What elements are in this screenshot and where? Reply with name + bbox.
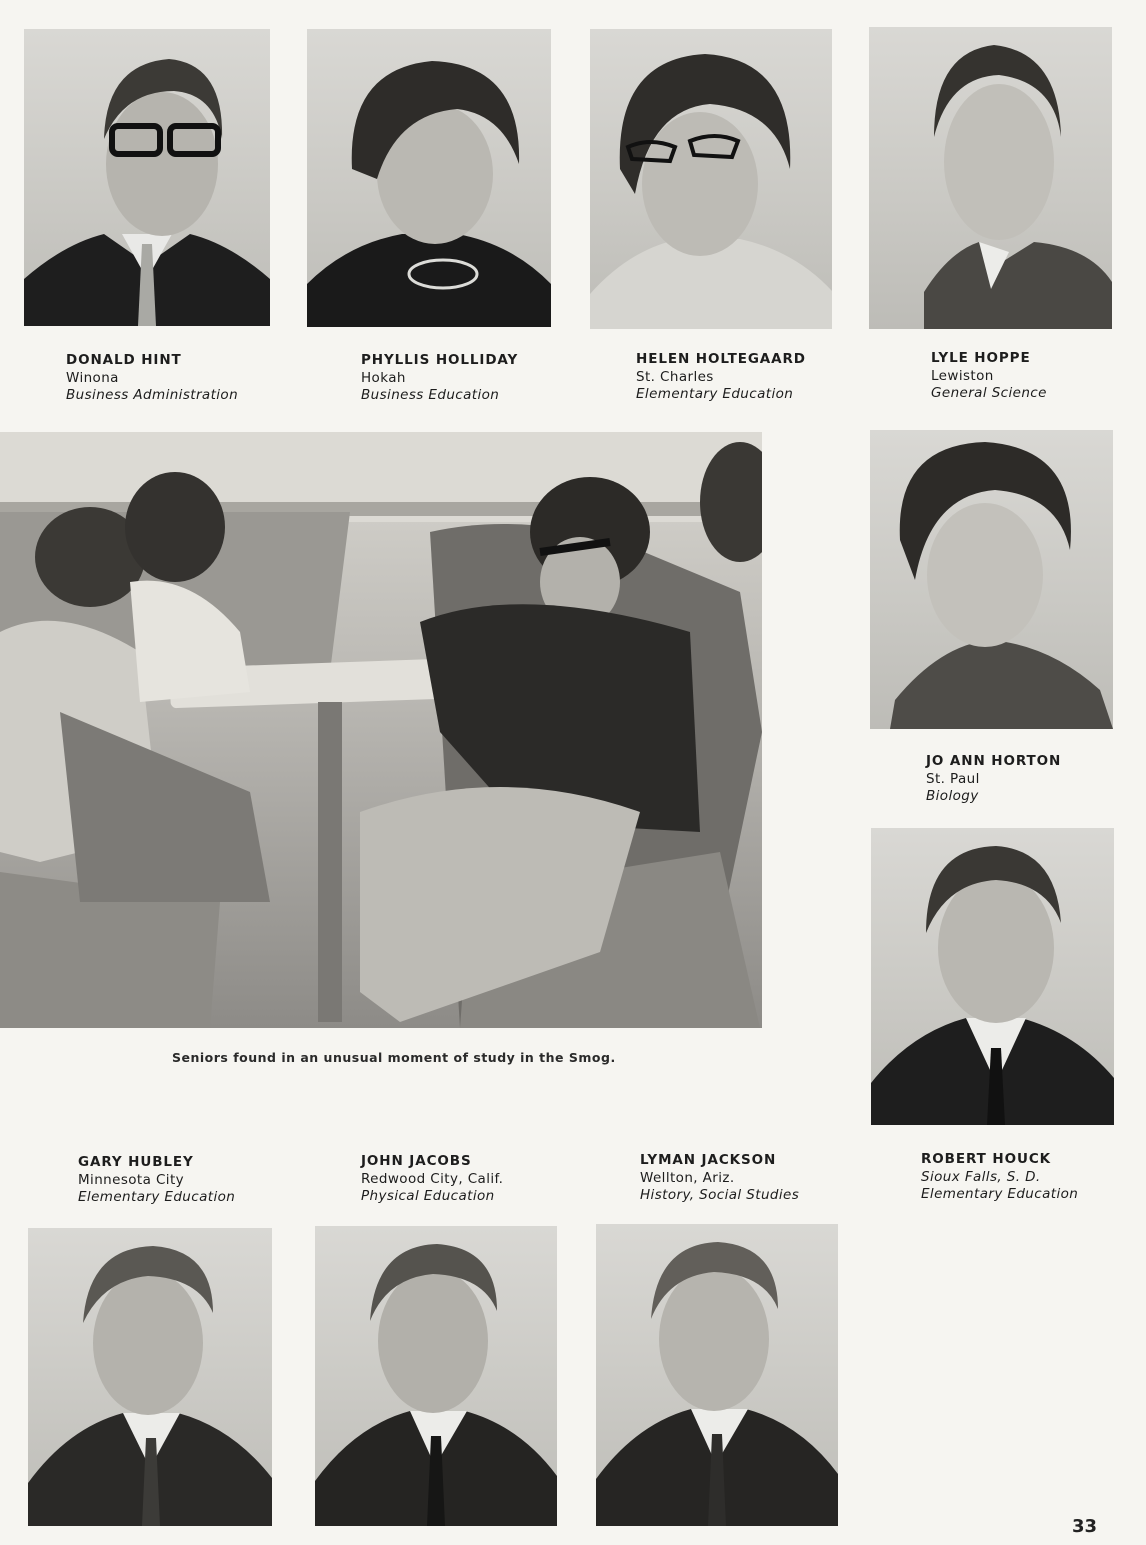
portrait-phyllis-holliday: [307, 29, 551, 327]
senior-major: Physical Education: [361, 1188, 495, 1204]
senior-hometown: Wellton, Ariz.: [640, 1169, 735, 1186]
senior-name: GARY HUBLEY: [78, 1154, 194, 1170]
senior-name: PHYLLIS HOLLIDAY: [361, 352, 519, 368]
senior-major: Biology: [926, 788, 979, 804]
senior-name: JO ANN HORTON: [926, 753, 1062, 769]
senior-hometown: Minnesota City: [78, 1171, 185, 1188]
senior-caption: [636, 351, 806, 404]
portrait-john-jacobs: [315, 1226, 557, 1526]
senior-major: Elementary Education: [636, 386, 794, 402]
senior-hometown: St. Paul: [926, 770, 980, 787]
senior-hometown: St. Charles: [636, 368, 714, 385]
senior-caption: [931, 350, 1047, 403]
senior-major: Elementary Education: [78, 1189, 236, 1205]
senior-caption: [66, 352, 238, 405]
senior-hometown: Lewiston: [931, 367, 994, 384]
senior-major: Business Education: [361, 387, 500, 403]
group-photo-caption: Seniors found in an unusual moment of study in the Smog.: [172, 1050, 616, 1065]
senior-hometown: Redwood City, Calif.: [361, 1170, 504, 1187]
portrait-lyle-hoppe: [869, 27, 1112, 329]
portrait-gary-hubley: [28, 1228, 272, 1526]
senior-name: HELEN HOLTEGAARD: [636, 351, 806, 367]
senior-hometown: Sioux Falls, S. D.: [921, 1168, 1041, 1185]
senior-caption: [921, 1151, 1078, 1204]
senior-hometown: Winona: [66, 369, 119, 386]
group-photo-smog: [0, 432, 762, 1028]
senior-caption: [640, 1152, 799, 1205]
senior-hometown: Hokah: [361, 369, 406, 386]
portrait-helen-holtegaard: [590, 29, 832, 329]
page-number: 33: [1072, 1516, 1098, 1537]
senior-name: JOHN JACOBS: [361, 1153, 472, 1169]
senior-major: History, Social Studies: [640, 1187, 800, 1203]
senior-major: Elementary Education: [921, 1186, 1079, 1202]
senior-major: General Science: [931, 385, 1047, 401]
portrait-lyman-jackson: [596, 1224, 838, 1526]
portrait-robert-houck: [871, 828, 1114, 1125]
senior-caption: [361, 1153, 503, 1206]
senior-caption: [78, 1154, 235, 1207]
portrait-donald-hint: [24, 29, 270, 326]
portrait-jo-ann-horton: [870, 430, 1113, 729]
senior-caption: [926, 753, 1061, 806]
senior-name: ROBERT HOUCK: [921, 1151, 1051, 1167]
senior-major: Business Administration: [66, 387, 239, 403]
senior-name: DONALD HINT: [66, 352, 182, 368]
senior-caption: [361, 352, 518, 405]
senior-name: LYLE HOPPE: [931, 350, 1031, 366]
senior-name: LYMAN JACKSON: [640, 1152, 777, 1168]
